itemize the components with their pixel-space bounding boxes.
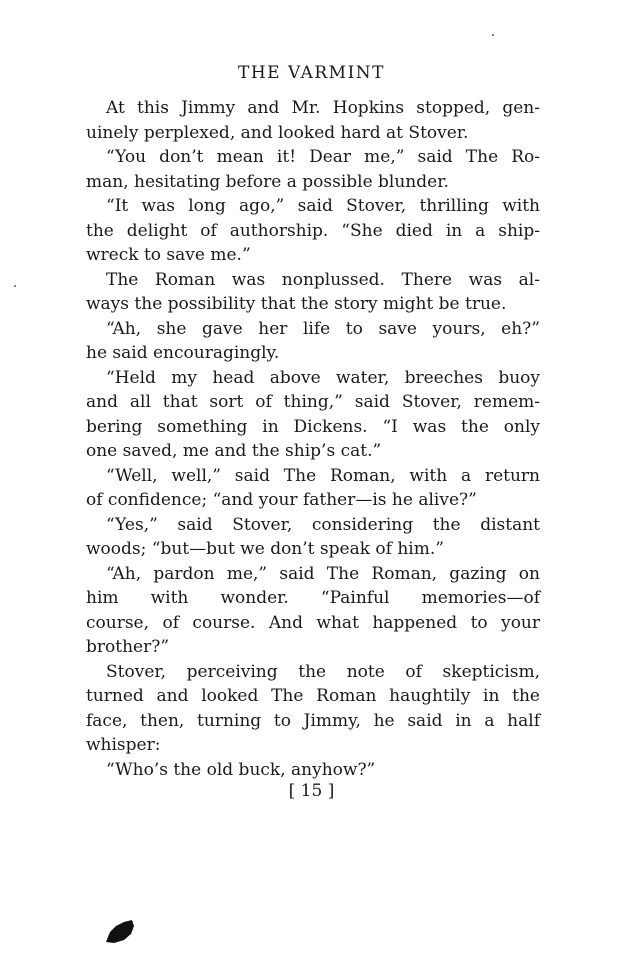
running-head: THE VARMINT — [237, 63, 385, 83]
text-line: whisper: — [86, 735, 161, 755]
text-line: the delight of authorship. “She died in a ship- — [86, 220, 540, 241]
text-line: “Who’s the old buck, anyhow?” — [106, 759, 376, 780]
text-line: “It was long ago,” said Stover, thrilling with — [106, 196, 540, 216]
text-line: At this Jimmy and Mr. Hopkins stopped, gen- — [106, 98, 540, 118]
text-line: “You don’t mean it! Dear me,” said The Ro- — [106, 147, 540, 167]
text-line: Stover, perceiving the note of skepticism, — [106, 661, 540, 682]
body-text — [86, 96, 540, 782]
text-line: “Yes,” said Stover, considering the distant — [106, 514, 540, 535]
page-number: [ 15 ] — [288, 781, 335, 801]
text-line: “Ah, she gave her life to save yours, eh?” — [106, 318, 540, 339]
text-line: one saved, me and the ship’s cat.” — [86, 441, 382, 461]
text-line: uinely perplexed, and looked hard at Stover. — [86, 122, 469, 143]
paper-speck — [14, 285, 16, 287]
text-line: he said encouragingly. — [86, 343, 280, 363]
text-line: of confidence; “and your father—is he alive?” — [86, 490, 477, 510]
text-line: ways the possibility that the story might be true. — [86, 294, 507, 314]
text-line: “Well, well,” said The Roman, with a return — [106, 465, 540, 486]
ink-blot-mark — [104, 918, 136, 944]
text-line: him with wonder. “Painful memories—of — [86, 588, 540, 608]
text-line: wreck to save me.” — [86, 245, 251, 265]
text-line: The Roman was nonplussed. There was al- — [106, 269, 540, 290]
text-line: face, then, turning to Jimmy, he said in a half — [86, 710, 540, 731]
text-line: man, hesitating before a possible blunder. — [86, 171, 449, 192]
text-line: bering something in Dickens. “I was the only — [86, 416, 540, 437]
text-line: woods; “but—but we don’t speak of him.” — [86, 539, 444, 559]
text-line: turned and looked The Roman haughtily in the — [86, 686, 540, 706]
text-line: “Ah, pardon me,” said The Roman, gazing on — [106, 563, 540, 584]
text-line: “Held my head above water, breeches buoy — [106, 367, 540, 388]
text-line: and all that sort of thing,” said Stover, remem- — [86, 392, 540, 412]
paper-speck — [492, 34, 494, 36]
text-line: course, of course. And what happened to your — [86, 612, 540, 633]
text-line: brother?” — [86, 637, 170, 657]
